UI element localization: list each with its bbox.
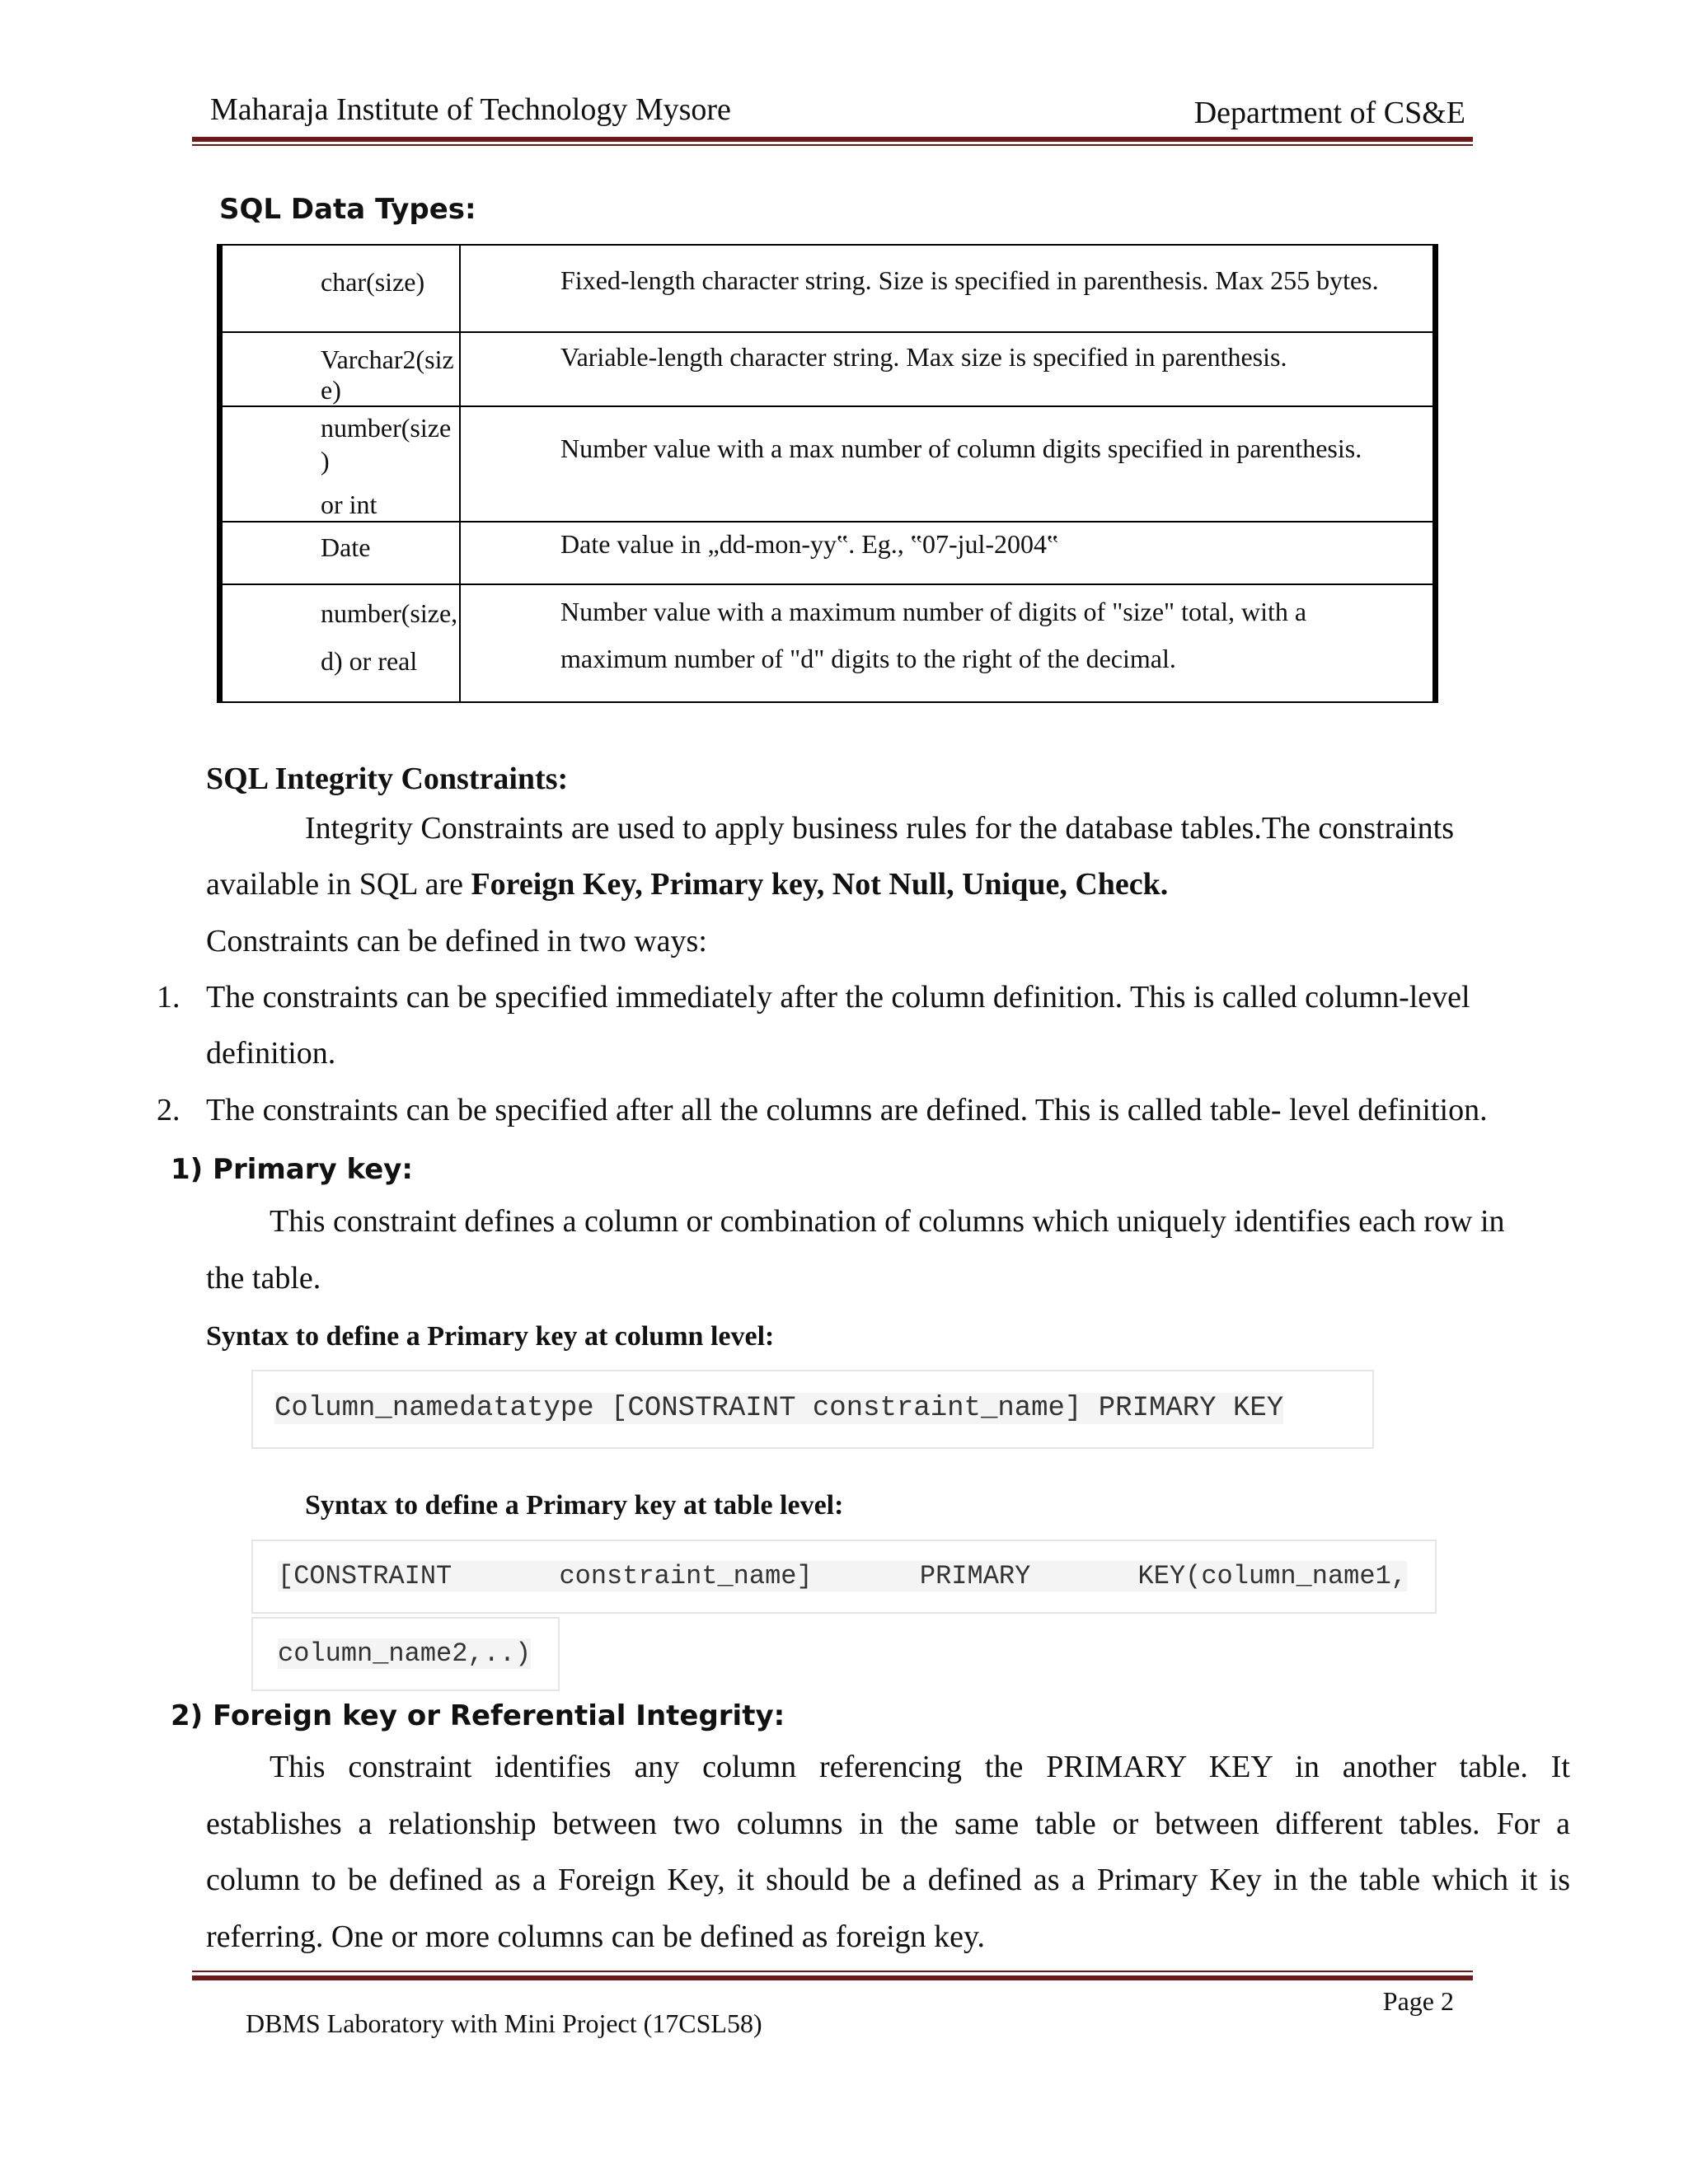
footer-rule-thin <box>192 1971 1473 1972</box>
constraint-types-list: Foreign Key, Primary key, Not Null, Unique, Check. <box>471 867 1169 902</box>
constraints-title: SQL Integrity Constraints: <box>206 762 569 796</box>
table-desc-cell: Number value with a max number of column digits specified in parenthesis. <box>560 434 1362 463</box>
table-row-divider <box>217 521 1438 523</box>
table-level-code-line2: column_name2,..) <box>278 1638 532 1669</box>
header-rule-thin <box>192 144 1473 146</box>
page-number: Page 2 <box>1382 1986 1454 2016</box>
table-type-cell: d) or real <box>321 646 418 676</box>
primary-key-desc-line2: the table. <box>206 1261 321 1296</box>
foreign-key-desc-line: referring. One or more columns can be defined as foreign key. <box>206 1919 986 1954</box>
table-type-cell: Varchar2(siz <box>321 344 454 374</box>
foreign-key-desc-line: column to be defined as a Foreign Key, it should be a defined as a Primary Key in the table which it is <box>206 1863 1570 1897</box>
table-column-divider <box>459 244 461 703</box>
table-type-cell: Date <box>321 532 371 562</box>
course-title: DBMS Laboratory with Mini Project (17CSL58) <box>246 2008 762 2038</box>
table-desc-cell: Date value in „dd-mon-yy‟. Eg., ‟07-jul-2004‟ <box>560 529 1059 559</box>
list-item-text: definition. <box>206 1036 336 1071</box>
list-number: 2. <box>157 1093 181 1127</box>
column-level-syntax-label: Syntax to define a Primary key at column level: <box>206 1321 775 1352</box>
header-rule-thick <box>192 137 1473 142</box>
foreign-key-desc-line: establishes a relationship between two columns in the same table or between different tables. For a <box>206 1807 1570 1841</box>
constraints-ways: Constraints can be defined in two ways: <box>206 924 707 958</box>
table-desc-cell: Variable-length character string. Max size is specified in parenthesis. <box>560 342 1287 372</box>
column-level-code: Column_namedatatype [CONSTRAINT constraint_name] PRIMARY KEY <box>274 1393 1284 1424</box>
table-type-cell: number(size <box>321 413 452 443</box>
table-desc-cell: Fixed-length character string. Size is specified in parenthesis. Max 255 bytes. <box>560 265 1379 295</box>
data-types-table <box>217 244 1438 703</box>
table-type-cell: or int <box>321 490 377 519</box>
table-type-cell: e) <box>321 375 341 405</box>
header-institute: Maharaja Institute of Technology Mysore <box>210 92 731 127</box>
foreign-key-heading: 2) Foreign key or Referential Integrity: <box>171 1699 785 1732</box>
table-row-divider <box>217 583 1438 585</box>
table-level-code-block <box>251 1540 1437 1614</box>
table-desc-cell: maximum number of "d" digits to the right of the decimal. <box>560 644 1176 673</box>
table-level-code-block-cont <box>251 1617 560 1691</box>
column-level-code-block <box>251 1370 1374 1449</box>
table-level-code-line1: [CONSTRAINT constraint_name] PRIMARY KEY(column_name1, <box>278 1561 1407 1591</box>
footer-rule-thick <box>192 1975 1473 1980</box>
table-row-divider <box>217 405 1438 407</box>
constraints-intro-line2: available in SQL are Foreign Key, Primary key, Not Null, Unique, Check. <box>206 867 1169 902</box>
table-desc-cell: Number value with a maximum number of digits of "size" total, with a <box>560 597 1307 626</box>
list-number: 1. <box>157 980 181 1015</box>
table-type-cell: ) <box>321 446 330 476</box>
foreign-key-desc-line: This constraint identifies any column referencing the PRIMARY KEY in another table. It <box>270 1750 1570 1784</box>
constraints-intro-line1: Integrity Constraints are used to apply business rules for the database tables.The constraints <box>305 811 1455 846</box>
table-type-cell: number(size, <box>321 598 458 628</box>
list-item-text: The constraints can be specified immediately after the column definition. This is called column-level <box>206 980 1470 1015</box>
list-item-text: The constraints can be specified after all the columns are defined. This is called table- level definition. <box>206 1093 1488 1127</box>
primary-key-desc-line1: This constraint defines a column or combination of columns which uniquely identifies each row in <box>270 1204 1505 1239</box>
table-row-divider <box>217 331 1438 333</box>
header-department: Department of CS&E <box>1193 96 1465 130</box>
table-type-cell: char(size) <box>321 267 425 297</box>
primary-key-heading: 1) Primary key: <box>171 1153 414 1186</box>
data-types-title: SQL Data Types: <box>219 193 476 226</box>
table-level-syntax-label: Syntax to define a Primary key at table level: <box>305 1490 844 1521</box>
